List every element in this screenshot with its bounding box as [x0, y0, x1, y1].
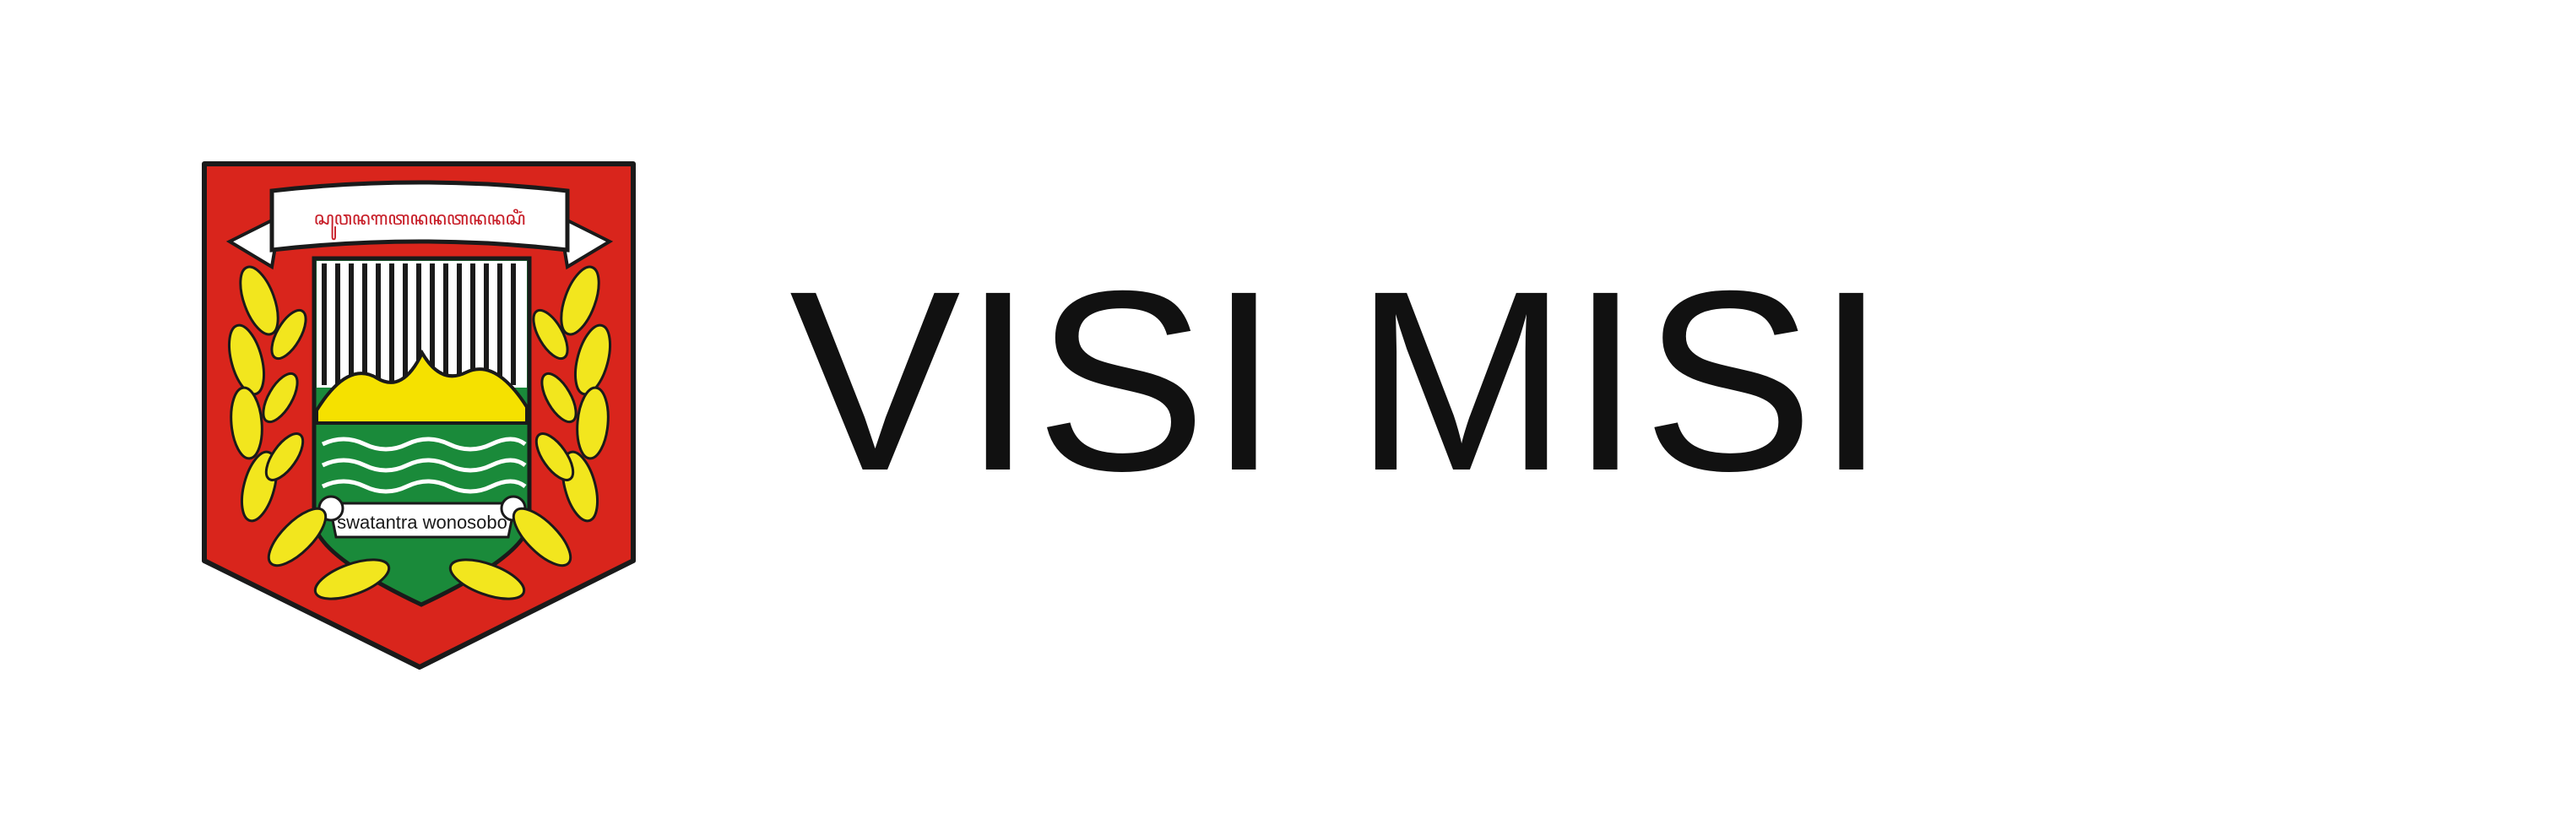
page-title: VISI MISI — [789, 238, 1889, 524]
svg-text:ꦱꦸꦮꦤꦒꦠꦤꦤꦠꦤꦤꦱꦶꦁ: ꦱꦸꦮꦤꦒꦠꦤꦤꦠꦤꦤꦱꦶꦁ — [313, 209, 526, 230]
inner-shield — [314, 258, 529, 605]
wonosobo-coat-of-arms-icon — [196, 157, 643, 672]
svg-text:swatantra wonosobo: swatantra wonosobo — [337, 512, 507, 533]
